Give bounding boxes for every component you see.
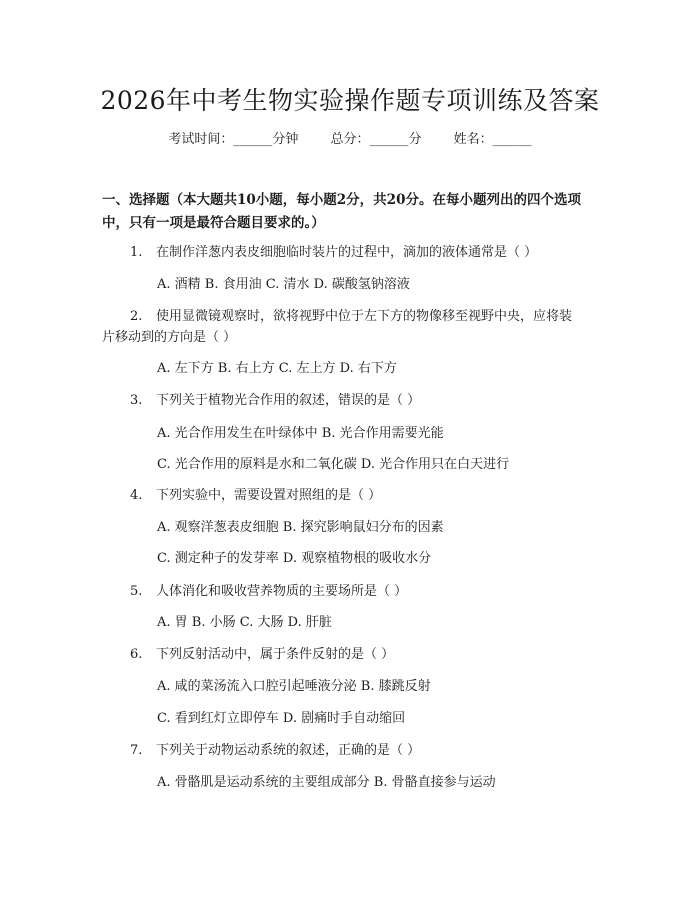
question-text: 下列关于动物运动系统的叙述，正确的是（ ） [156, 743, 421, 758]
question-number: 4. [130, 488, 143, 503]
exam-time-field: 考试时间：______分钟 [168, 132, 299, 147]
student-name-field: 姓名：______ [453, 132, 532, 147]
question-3 [130, 392, 420, 410]
question-7-options-1: A. 骨骼肌是运动系统的主要组成部分 B. 骨骼直接参与运动 [157, 775, 496, 790]
exam-meta [0, 131, 700, 149]
question-number: 3. [130, 393, 143, 408]
question-6 [130, 646, 394, 664]
question-4-options-2: C. 测定种子的发芽率 D. 观察植物根的吸收水分 [157, 551, 432, 566]
question-text: 在制作洋葱内表皮细胞临时装片的过程中，滴加的液体通常是（ ） [156, 245, 538, 260]
question-3-options-1: A. 光合作用发生在叶绿体中 B. 光合作用需要光能 [157, 426, 444, 441]
question-number: 7. [130, 743, 143, 758]
total-score-field: 总分：______分 [330, 132, 422, 147]
question-2-text-continued: 片移动到的方向是（ ） [102, 330, 237, 345]
section-heading: 一、选择题（本大题共10小题，每小题2分，共20分。在每小题列出的四个选项中，只有一项是最符合题目要求的。） [102, 192, 581, 231]
question-number: 6. [130, 647, 143, 662]
question-6-options-1: A. 咸的菜汤流入口腔引起唾液分泌 B. 膝跳反射 [157, 679, 431, 694]
question-3-options-2: C. 光合作用的原料是水和二氧化碳 D. 光合作用只在白天进行 [157, 457, 510, 472]
question-number: 5. [130, 584, 143, 599]
question-2 [130, 308, 572, 326]
question-6-options-2: C. 看到红灯立即停车 D. 剧痛时手自动缩回 [157, 711, 406, 726]
question-1 [130, 244, 537, 262]
question-7 [130, 742, 420, 760]
page-title: 2026年中考生物实验操作题专项训练及答案 [100, 86, 600, 115]
question-text: 下列反射活动中，属于条件反射的是（ ） [156, 647, 395, 662]
question-text: 下列关于植物光合作用的叙述，错误的是（ ） [156, 393, 421, 408]
question-number: 1. [130, 245, 143, 260]
question-text: 使用显微镜观察时，欲将视野中位于左下方的物像移至视野中央，应将装 [156, 309, 573, 324]
question-5-options: A. 胃 B. 小肠 C. 大肠 D. 肝脏 [157, 615, 332, 630]
question-4-options-1: A. 观察洋葱表皮细胞 B. 探究影响鼠妇分布的因素 [157, 520, 444, 535]
question-text: 下列实验中，需要设置对照组的是（ ） [156, 488, 382, 503]
question-4 [130, 487, 381, 505]
question-2-options: A. 左下方 B. 右上方 C. 左上方 D. 右下方 [157, 361, 397, 376]
question-text: 人体消化和吸收营养物质的主要场所是（ ） [156, 584, 408, 599]
question-number: 2. [130, 309, 143, 324]
question-5 [130, 583, 407, 601]
question-1-options: A. 酒精 B. 食用油 C. 清水 D. 碳酸氢钠溶液 [157, 277, 410, 292]
